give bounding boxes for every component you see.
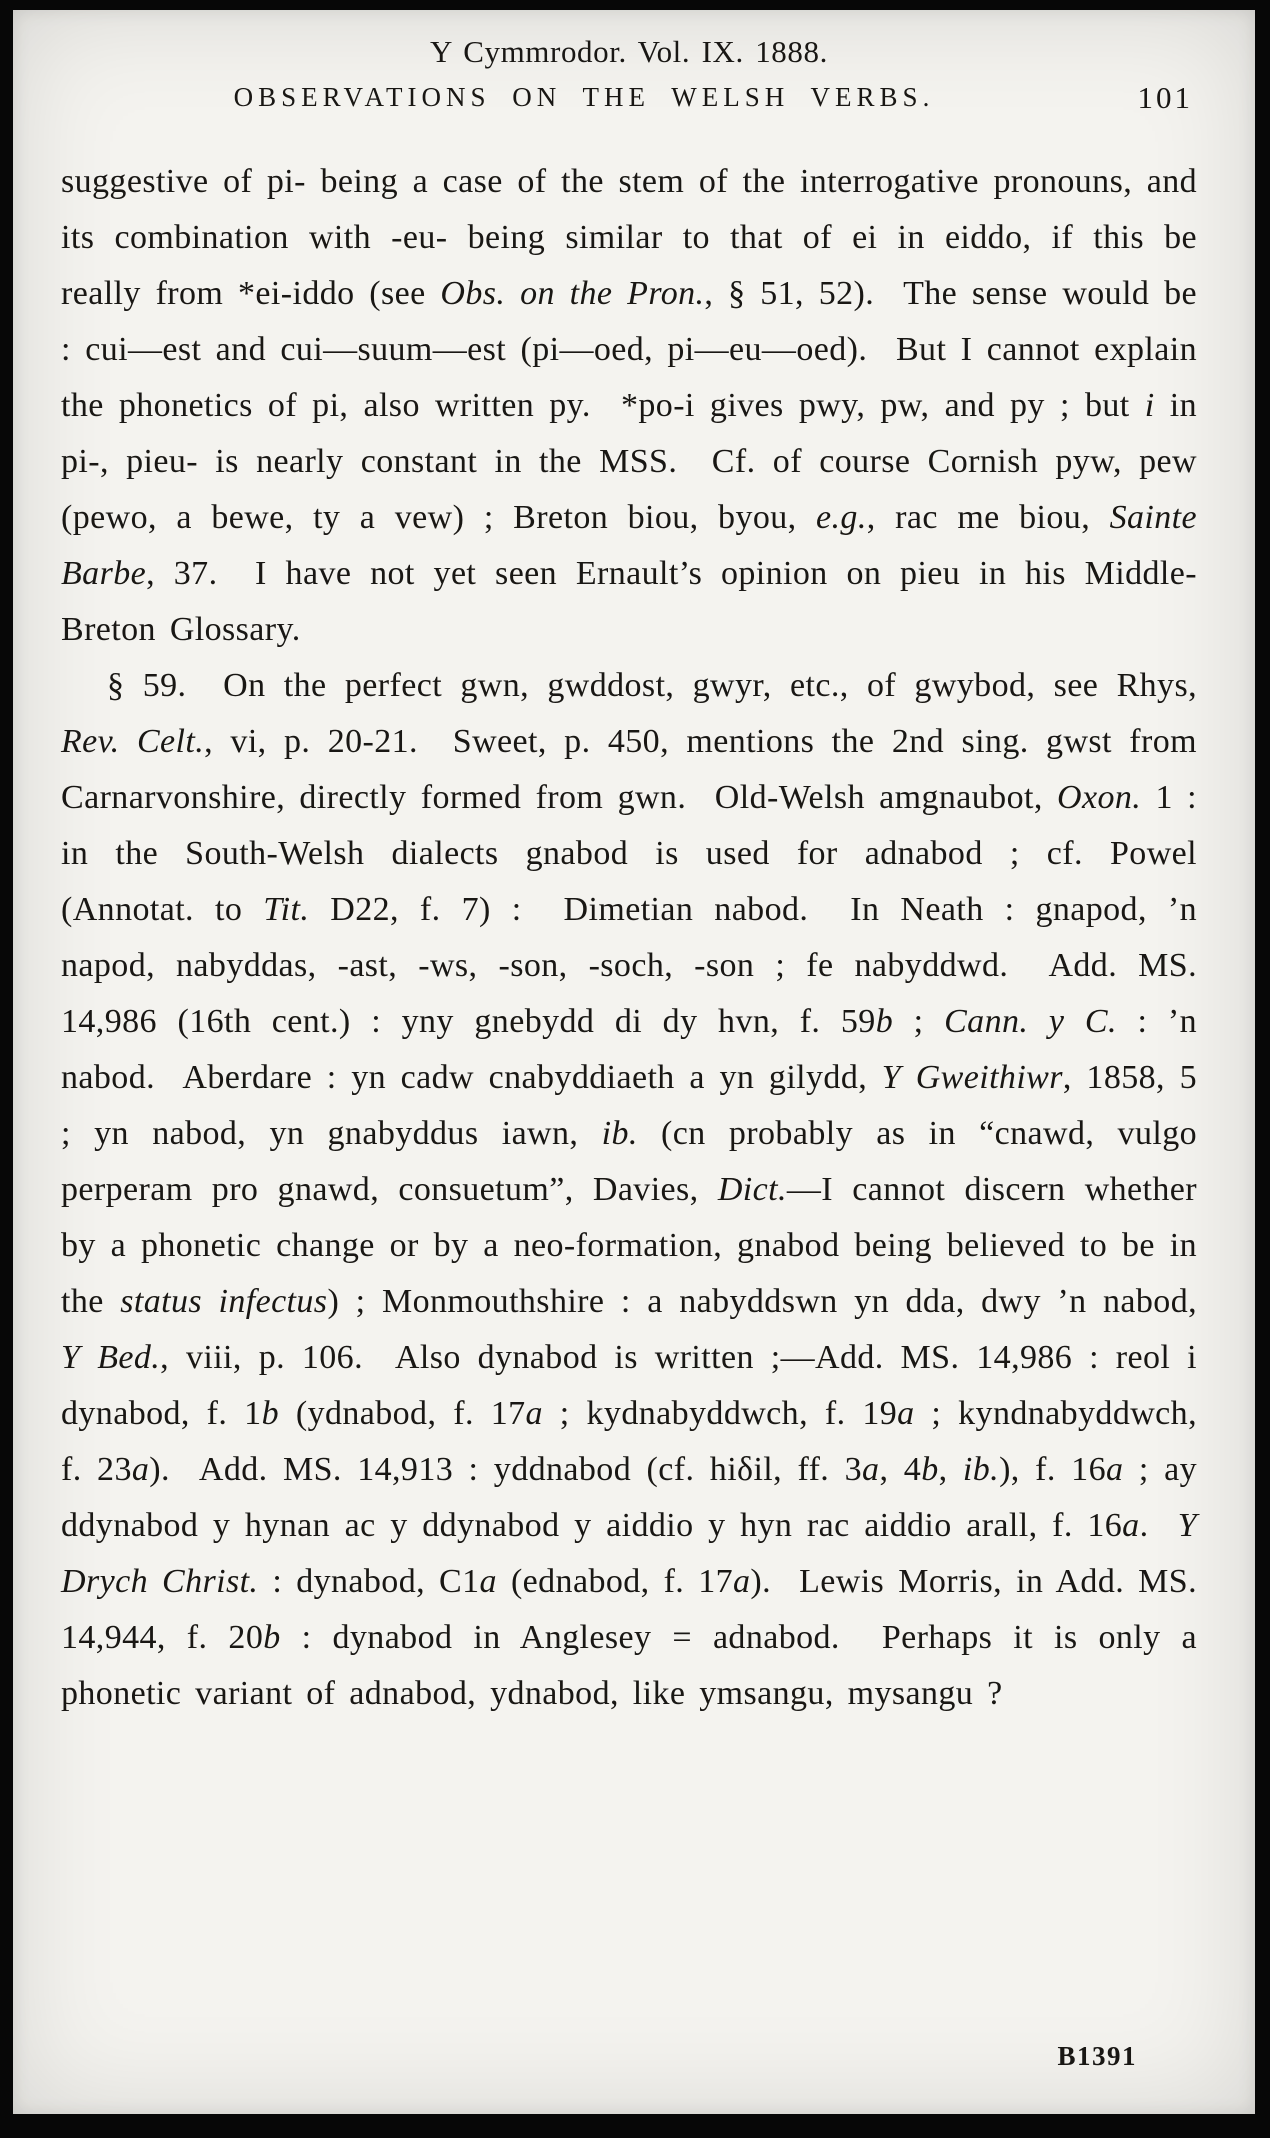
text-run: in pi-, pieu- is nearly constant in the MSS. Cf. of course Cornish pyw, pew (pewo, a bewe, ty a vew) ; Breton biou, byou,	[61, 387, 1211, 536]
italic-text-run: Y Drych Christ.	[61, 1507, 1211, 1600]
italic-text-run: b	[261, 1395, 279, 1432]
italic-text-run: a	[897, 1395, 915, 1432]
text-run: (ednabod, f. 17	[496, 1563, 734, 1600]
page-content	[61, 26, 1211, 1722]
page-number: 101	[1137, 80, 1193, 115]
italic-text-run: Obs. on the Pron.	[440, 275, 705, 312]
text-run: , rac me biou,	[866, 499, 1110, 536]
italic-text-run: a	[479, 1563, 497, 1600]
italic-text-run: ib.	[601, 1115, 638, 1152]
text-run: , § 51, 52). The sense would be : cui—est and cui—suum—est (pi—oed, pi—eu—oed). But I cannot explain the phonetics of pi, also written py. *po-i gives pwy, pw, and py ; but	[61, 275, 1211, 424]
italic-text-run: a	[1122, 1507, 1140, 1544]
paragraph	[61, 658, 1211, 1722]
italic-text-run: a	[525, 1395, 543, 1432]
text-run: .	[1139, 1507, 1178, 1544]
italic-text-run: i	[1144, 387, 1155, 424]
italic-text-run: Dict.	[717, 1171, 787, 1208]
italic-text-run: b	[875, 1003, 894, 1040]
text-run: —I cannot discern whether by a phonetic change or by a neo-formation, gnabod being believed to be in the	[61, 1171, 1211, 1320]
body-text	[61, 154, 1211, 1722]
text-run: ). Lewis Morris, in Add. MS. 14,944, f. 20	[61, 1563, 1211, 1656]
italic-text-run: ib.	[962, 1451, 1000, 1488]
italic-text-run: a	[131, 1451, 150, 1488]
text-run: , viii, p. 106. Also dynabod is written ;—Add. MS. 14,986 : reol i dynabod, f. 1	[61, 1339, 1211, 1432]
running-title: OBSERVATIONS ON THE WELSH VERBS.	[233, 82, 935, 112]
text-run: ). Add. MS. 14,913 : yddnabod (cf. hiδil, ff. 3	[149, 1451, 863, 1488]
italic-text-run: status infectus	[120, 1283, 328, 1320]
running-head-row	[61, 82, 1197, 124]
text-run: 1 : in the South-Welsh dialects gnabod is used for adnabod ; cf. Powel (Annotat. to	[61, 779, 1211, 928]
text-run: ), f. 16	[999, 1451, 1106, 1488]
italic-text-run: b	[921, 1451, 939, 1488]
text-run: (ydnabod, f. 17	[278, 1395, 526, 1432]
text-run: § 59. On the perfect gwn, gwddost, gwyr, etc., of gwybod, see Rhys,	[107, 667, 1211, 704]
text-run: ; kydnabyddwch, f. 19	[542, 1395, 898, 1432]
italic-text-run: Y Gweithiwr	[881, 1059, 1063, 1096]
text-run: , vi, p. 20-21. Sweet, p. 450, mentions the 2nd sing. gwst from Carnarvonshire, directly formed from gwn. Old-Welsh amgnaubot,	[61, 723, 1211, 816]
italic-text-run: a	[733, 1563, 751, 1600]
italic-text-run: Sainte Barbe	[61, 499, 1211, 592]
text-run: : dynabod, C1	[258, 1563, 480, 1600]
journal-title: Y Cymmrodor. Vol. IX. 1888.	[430, 34, 828, 69]
text-run: ; ay ddynabod y hynan ac y ddynabod y aiddio y hyn rac aiddio arall, f. 16	[61, 1451, 1211, 1544]
italic-text-run: e.g.	[816, 499, 867, 536]
italic-text-run: Tit.	[263, 891, 310, 928]
italic-text-run: Rev. Celt.	[61, 723, 205, 760]
text-run: ,	[938, 1451, 963, 1488]
plate-mark: B1391	[1057, 2041, 1137, 2071]
italic-text-run: Y Bed.	[61, 1339, 161, 1376]
italic-text-run: a	[1105, 1451, 1124, 1488]
italic-text-run: Cann. y C.	[944, 1003, 1117, 1040]
text-run: ;	[893, 1003, 945, 1040]
text-run: suggestive of pi- being a case of the stem of the interrogative pronouns, and its combination with -eu- being similar to that of ei in eiddo, if this be really from *ei-iddo (see	[61, 163, 1211, 312]
text-run: , 37. I have not yet seen Ernault’s opinion on pieu in his Middle-Breton Glossary.	[61, 555, 1197, 648]
italic-text-run: a	[862, 1451, 880, 1488]
text-run: D22, f. 7) : Dimetian nabod. In Neath : gnapod, ’n napod, nabyddas, -ast, -ws, -son, -soch, -son ; fe nabyddwd. Add. MS. 14,986 (16th cent.) : yny gnebydd di dy hvn, f. 59	[61, 891, 1211, 1040]
italic-text-run: b	[263, 1619, 281, 1656]
text-run: : ’n nabod. Aberdare : yn cadw cnabyddiaeth a yn gilydd,	[61, 1003, 1211, 1096]
italic-text-run: Oxon.	[1057, 779, 1142, 816]
text-run: ) ; Monmouthshire : a nabyddswn yn dda, dwy ’n nabod,	[327, 1283, 1211, 1320]
text-run: : dynabod in Anglesey = adnabod. Perhaps it is only a phonetic variant of adnabod, ydnabod, like ymsangu, mysangu ?	[61, 1619, 1211, 1712]
paragraph	[61, 154, 1211, 658]
text-run: ; kyndnabyddwch, f. 23	[61, 1395, 1211, 1488]
book-page	[13, 10, 1255, 2114]
text-run: (cn probably as in “cnawd, vulgo perperam pro gnawd, consuetum”, Davies,	[61, 1115, 1211, 1208]
text-run: , 1858, 5 ; yn nabod, yn gnabyddus iawn,	[61, 1059, 1211, 1152]
text-run: , 4	[879, 1451, 922, 1488]
